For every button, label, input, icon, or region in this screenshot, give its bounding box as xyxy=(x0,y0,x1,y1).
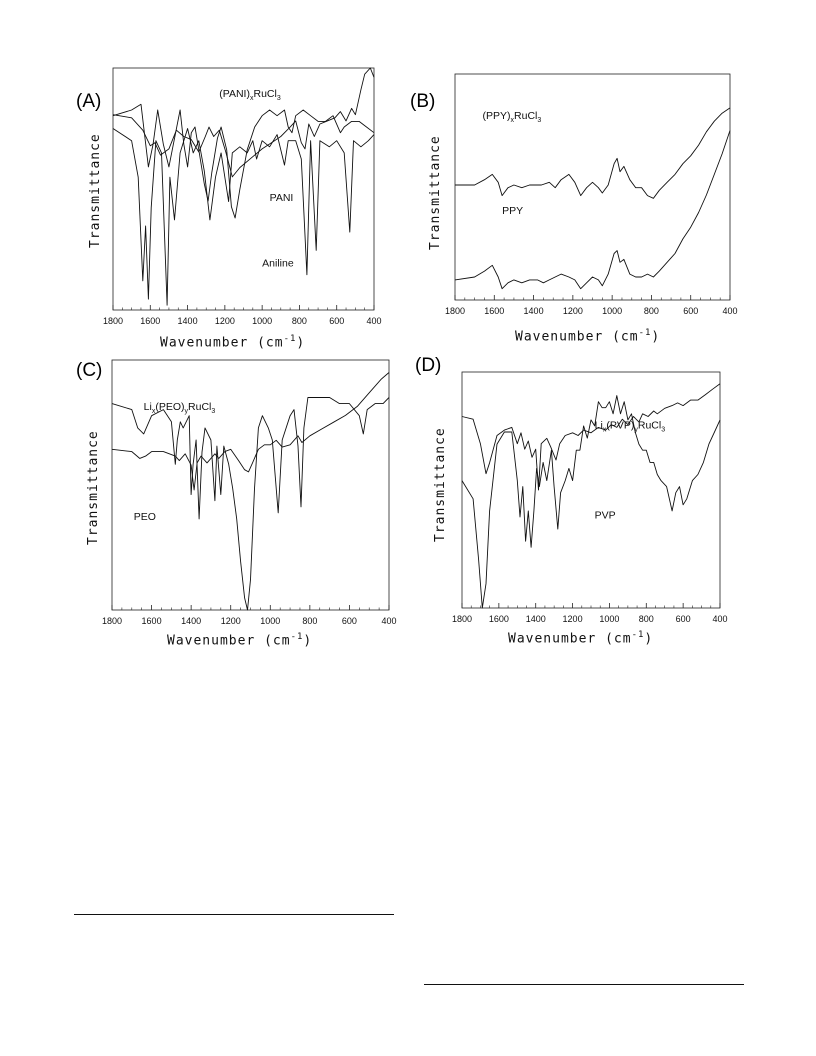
footnote-rule-left xyxy=(74,914,394,915)
panel-label-d: (D) xyxy=(415,355,442,376)
x-tick-label: 1800 xyxy=(102,316,124,326)
x-axis-label-a: Wavenumber $(cm^{-1})$ xyxy=(160,334,306,351)
series-label: PANI xyxy=(269,192,294,205)
plot-frame xyxy=(462,372,720,608)
x-tick-label: 600 xyxy=(341,616,357,626)
series-label: Aniline xyxy=(262,257,294,270)
x-tick-label: 600 xyxy=(329,316,345,326)
panel-label-a: (A) xyxy=(76,91,102,112)
x-tick-label: 1600 xyxy=(140,316,161,326)
panel-label-c: (C) xyxy=(76,360,103,381)
series-label: PVP xyxy=(594,509,616,522)
x-tick-label: 1200 xyxy=(214,316,235,326)
spectrum-line xyxy=(462,384,720,490)
x-tick-label: 800 xyxy=(643,306,659,316)
y-axis-label-a: Transmittance xyxy=(88,133,103,248)
series-label: PPY xyxy=(502,205,524,218)
x-tick-label: 400 xyxy=(712,614,728,624)
series-label: $(PANI)_xRuCl_3$ xyxy=(219,88,281,103)
series-label: $(PPY)_xRuCl_3$ xyxy=(482,110,542,125)
y-axis-label-b: Transmittance xyxy=(428,135,443,250)
panel-label-b: (B) xyxy=(410,91,436,112)
x-tick-label: 1800 xyxy=(451,614,473,624)
x-tick-label: 600 xyxy=(683,306,699,316)
x-tick-label: 800 xyxy=(638,614,654,624)
x-tick-label: 1000 xyxy=(602,306,623,316)
x-tick-label: 1000 xyxy=(252,316,273,326)
x-tick-label: 1400 xyxy=(523,306,544,316)
x-tick-label: 1000 xyxy=(260,616,281,626)
y-axis-label-d: Transmittance xyxy=(433,427,448,542)
x-tick-label: 400 xyxy=(381,616,397,626)
x-tick-label: 1800 xyxy=(101,616,123,626)
x-tick-label: 400 xyxy=(722,306,738,316)
x-tick-label: 1000 xyxy=(599,614,620,624)
series-label: PEO xyxy=(133,511,156,523)
x-tick-label: 1200 xyxy=(562,614,583,624)
x-tick-label: 1800 xyxy=(444,306,466,316)
x-tick-label: 600 xyxy=(675,614,691,624)
x-tick-label: 800 xyxy=(291,316,307,326)
x-tick-label: 1400 xyxy=(181,616,202,626)
x-tick-label: 800 xyxy=(302,616,318,626)
x-tick-label: 1200 xyxy=(220,616,241,626)
spectrum-line xyxy=(462,396,720,608)
x-tick-label: 1400 xyxy=(177,316,198,326)
x-tick-label: 1400 xyxy=(525,614,546,624)
y-axis-label-c: Transmittance xyxy=(86,430,101,545)
x-axis-label-d: Wavenumber $(cm^{-1})$ xyxy=(508,630,654,647)
x-tick-label: 1600 xyxy=(141,616,162,626)
x-tick-label: 1600 xyxy=(484,306,505,316)
footnote-rule-right xyxy=(424,984,744,985)
x-tick-label: 1600 xyxy=(488,614,509,624)
series-label: $Li_x(PVP)_yRuCl_3$ xyxy=(594,419,666,434)
x-axis-label-c: Wavenumber $(cm^{-1})$ xyxy=(167,632,313,649)
x-tick-label: 400 xyxy=(366,316,382,326)
x-axis-label-b: Wavenumber $(cm^{-1})$ xyxy=(515,328,661,345)
series-label: $Li_x(PEO)_yRuCl_3$ xyxy=(143,401,216,415)
x-tick-label: 1200 xyxy=(562,306,583,316)
